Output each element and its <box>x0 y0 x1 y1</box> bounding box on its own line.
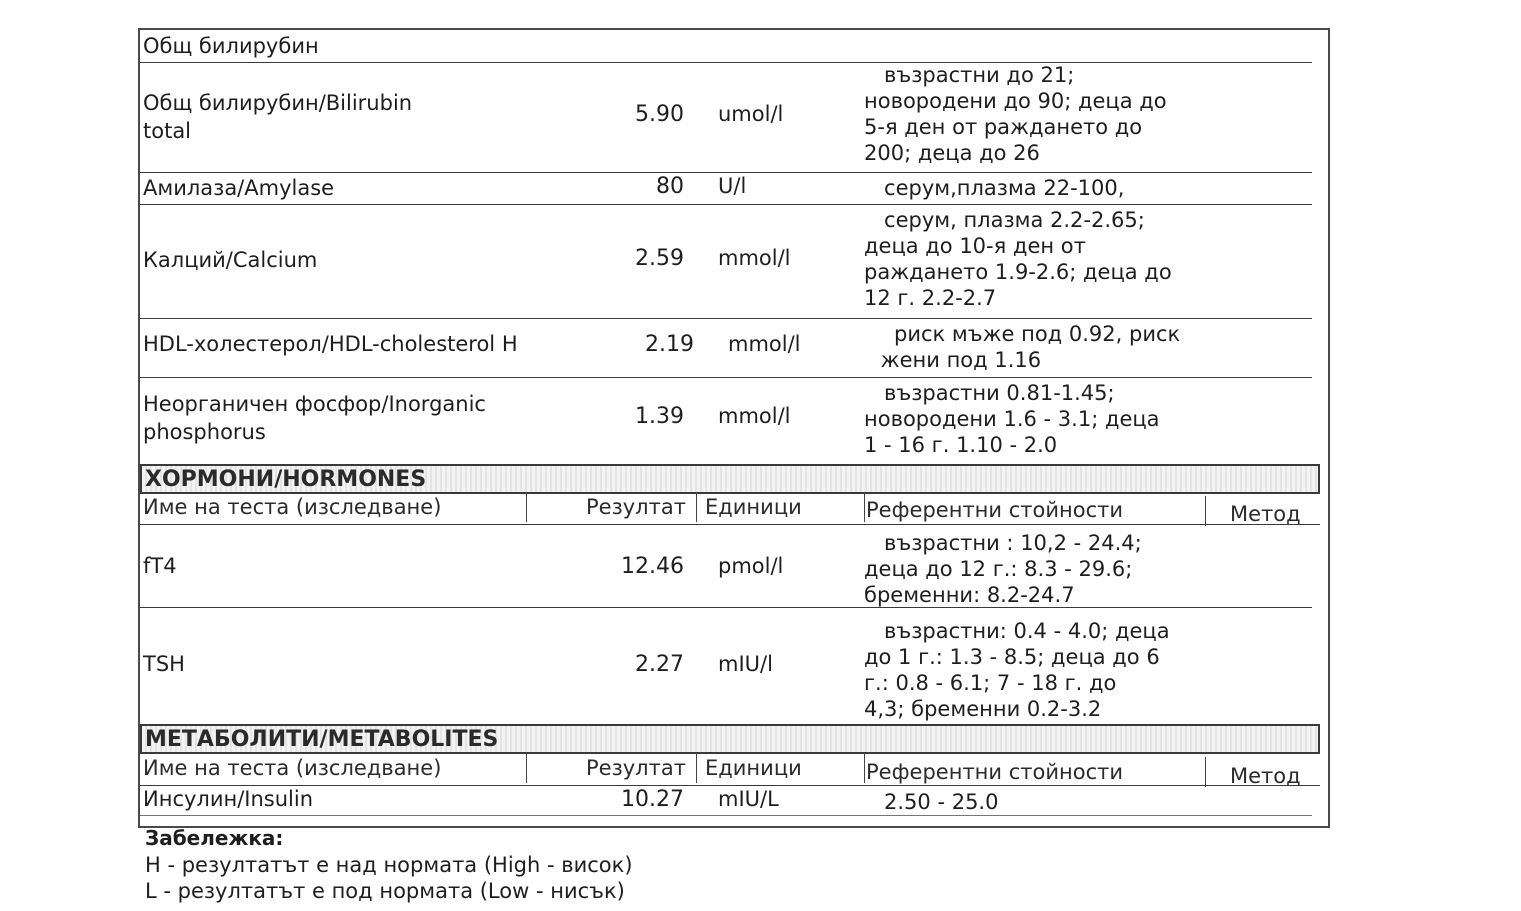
unit-hdl: mmol/l <box>728 332 801 356</box>
result-amylase: 80 <box>656 174 684 199</box>
test-name-tsh: TSH <box>143 652 185 676</box>
unit-phosphorus: mmol/l <box>718 404 791 428</box>
row-divider <box>140 815 1312 816</box>
note-title: Забележка: <box>145 826 284 850</box>
col-header-method: Метод <box>1230 764 1301 788</box>
ref-amylase: серум,плазма 22-100, <box>864 176 1125 200</box>
col-divider <box>696 492 697 522</box>
row-divider <box>140 377 1312 378</box>
row-divider <box>140 318 1312 319</box>
section-header-hormones <box>140 464 1320 494</box>
ref-tsh: възрастни: 0.4 - 4.0; деца до 1 г.: 1.3 - 8.5; деца до 6 г.: 0.8 - 6.1; 7 - 18 г. до 4,3; бременни 0.2-3.2 <box>864 619 1170 721</box>
col-header-unit: Единици <box>705 495 802 519</box>
col-divider <box>864 753 865 783</box>
unit-amylase: U/l <box>718 174 747 198</box>
note-line-high: H - резултатът е над нормата (High - висок) <box>145 853 633 877</box>
unit-insulin: mIU/L <box>718 787 779 811</box>
section-title-metabolites: МЕТАБОЛИТИ/METABOLITES <box>145 727 499 752</box>
col-header-method: Метод <box>1230 502 1301 526</box>
col-header-unit: Единици <box>705 756 802 780</box>
result-insulin: 10.27 <box>621 787 684 812</box>
col-divider <box>696 753 697 783</box>
unit-bilirubin: umol/l <box>718 102 784 126</box>
col-header-result: Резултат <box>586 495 686 519</box>
ref-bilirubin: възрастни до 21; новородени до 90; деца до 5-я ден от раждането до 200; деца до 26 <box>864 63 1167 165</box>
result-calcium: 2.59 <box>635 246 684 271</box>
test-name-phosphorus: Неорганичен фосфор/Inorganic phosphorus <box>143 392 486 444</box>
ref-hdl: риск мъже под 0.92, риск жени под 1.16 <box>880 322 1181 372</box>
section-header-metabolites <box>140 724 1320 754</box>
col-divider <box>1205 496 1206 526</box>
note-line-low: L - резултатът е под нормата (Low - нисък) <box>145 879 625 903</box>
ref-insulin: 2.50 - 25.0 <box>864 790 999 814</box>
row-divider <box>140 204 1312 205</box>
col-divider <box>526 492 527 522</box>
col-divider <box>864 492 865 522</box>
test-name-hdl: HDL-холестерол/HDL-cholesterol H <box>143 332 518 356</box>
row-divider <box>140 607 1312 608</box>
col-divider <box>526 753 527 783</box>
group-title: Общ билирубин <box>143 34 319 58</box>
col-header-result: Резултат <box>586 756 686 780</box>
test-name-calcium: Калций/Calcium <box>143 248 318 272</box>
col-header-ref: Референтни стойности <box>866 760 1124 784</box>
unit-tsh: mIU/l <box>718 652 773 676</box>
result-phosphorus: 1.39 <box>635 404 684 429</box>
result-bilirubin: 5.90 <box>635 102 684 127</box>
ref-phosphorus: възрастни 0.81-1.45; новородени 1.6 - 3.1; деца 1 - 16 г. 1.10 - 2.0 <box>864 381 1160 457</box>
header-underline <box>140 524 1320 525</box>
ref-calcium: серум, плазма 2.2-2.65; деца до 10-я ден от раждането 1.9-2.6; деца до 12 г. 2.2-2.7 <box>864 208 1172 310</box>
col-header-ref: Референтни стойности <box>866 498 1124 522</box>
test-name-ft4: fT4 <box>143 554 177 578</box>
unit-ft4: pmol/l <box>718 554 784 578</box>
result-ft4: 12.46 <box>621 554 684 579</box>
test-name-bilirubin: Общ билирубин/Bilirubin total <box>143 91 413 143</box>
result-hdl: 2.19 <box>645 332 694 357</box>
col-header-name: Име на теста (изследване) <box>143 756 442 780</box>
col-divider <box>1205 757 1206 787</box>
section-title-hormones: ХОРМОНИ/HORMONES <box>145 467 427 492</box>
unit-calcium: mmol/l <box>718 246 791 270</box>
ref-ft4: възрастни : 10,2 - 24.4; деца до 12 г.: 8.3 - 29.6; бременни: 8.2-24.7 <box>864 531 1142 607</box>
test-name-amylase: Амилаза/Amylase <box>143 176 335 200</box>
col-header-name: Име на теста (изследване) <box>143 495 442 519</box>
test-name-insulin: Инсулин/Insulin <box>143 787 314 811</box>
result-tsh: 2.27 <box>635 652 684 677</box>
